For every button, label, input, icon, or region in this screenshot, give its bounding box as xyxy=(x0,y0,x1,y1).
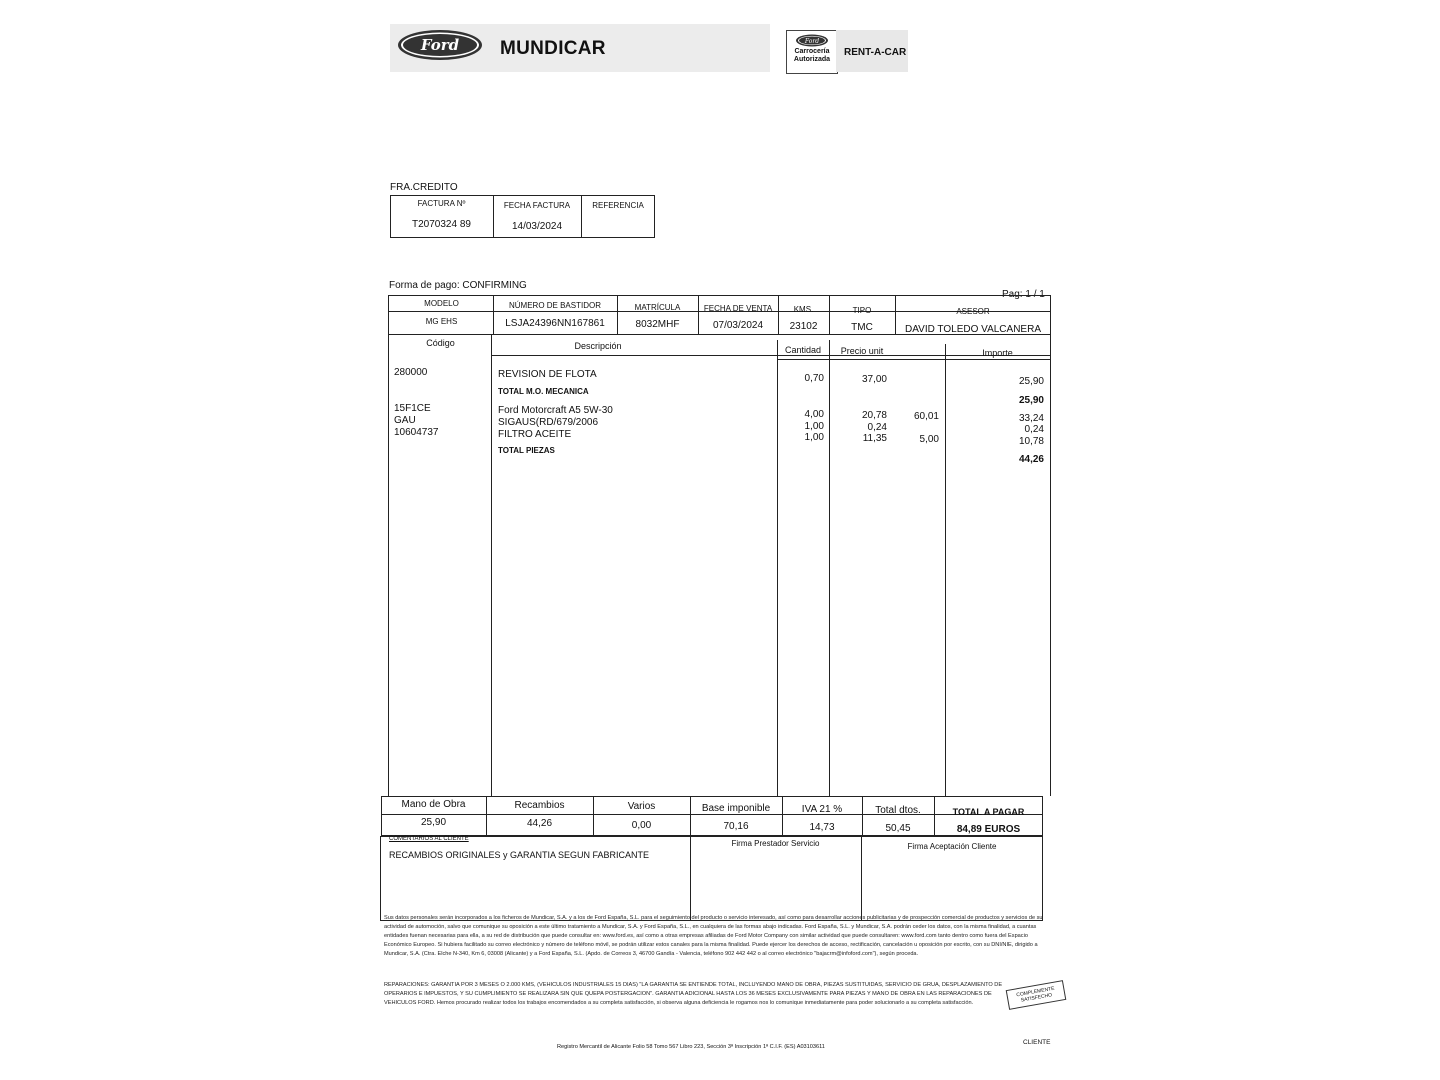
badge-line1: Carrocería xyxy=(794,48,830,55)
ford-logo-text: Ford xyxy=(420,36,460,54)
line-descripcion: SIGAUS(RD/679/2006 xyxy=(498,417,599,428)
line-descripcion: Ford Motorcraft A5 5W-30 xyxy=(498,405,613,416)
page-number: Pag: 1 / 1 xyxy=(1002,289,1045,300)
line-precio: 20,78 xyxy=(861,410,887,421)
registry-text: Registro Mercantil de Alicante Folio 58 Tomo 567 Libro 223, Sección 3ª Inscripción 1ª C.I.F. (ES) A03103611 xyxy=(557,1044,825,1050)
line-importe: 25,90 xyxy=(1018,376,1044,387)
totals-mano-obra: 25,90 xyxy=(420,817,447,828)
vehicle-header-bastidor: NÚMERO DE BASTIDOR xyxy=(508,301,601,310)
line-descripcion: FILTRO ACEITE xyxy=(498,429,572,440)
line-dto: 60,01 xyxy=(913,411,939,422)
line-total-importe: 44,26 xyxy=(1018,454,1044,465)
carroceria-badge xyxy=(786,30,838,74)
lines-header-precio: Precio unit xyxy=(840,346,884,356)
badge-line2: Autorizada xyxy=(793,56,831,63)
divider xyxy=(690,836,691,921)
line-cantidad: 0,70 xyxy=(804,373,824,384)
line-codigo: GAU xyxy=(394,415,416,426)
lines-header-codigo: Código xyxy=(426,338,455,348)
line-total-importe: 25,90 xyxy=(1018,395,1044,406)
line-importe: 10,78 xyxy=(1018,436,1044,447)
line-descripcion: REVISION DE FLOTA xyxy=(498,369,597,380)
copy-label: CLIENTE xyxy=(1023,1039,1051,1046)
totals-header-base: Base imponible xyxy=(701,803,771,814)
divider xyxy=(829,340,830,796)
vehicle-header-matricula: MATRÍCULA xyxy=(634,303,681,312)
divider xyxy=(777,340,778,796)
lines-header-cantidad: Cantidad xyxy=(784,345,822,355)
factura-value: T2070324 89 xyxy=(412,219,471,230)
privacy-text: Sus datos personales serán incorporados a los ficheros de Mundicar, S.A. y a los de Ford España, S.L. para el seguimiento del producto o servicio interesado, así como para desarrollar acciones publicitarias y de prospección comercial de productos y servicios de su actividad de automoción, salvo que comunique su oposición a este último tratamiento a Mundicar, S.A. y Ford España, S.L., en cualquiera de las formas abajo indicadas. Ford España, S.L. y Mundicar, S.A. podrán ceder los datos, con la misma finalidad, a cuantas entidades fuenan necesarias para ella, a su red de distribución que puede consultar en: www.ford.es, así como a otras empresas afiliadas de Ford Motor Company con similar actividad que puede consultaren: www.ford.com tanto dentro como fuera del Espacio Económico Europeo. Si hubiera facilitado su correo electrónico y número de teléfono móvil, se podrán utilizar estos canales para la misma finalidad. Puede ejercer los derechos de acceso, rectificación, cancelación u oposición por escrito, con su DNI/NIE, dirigido a Mundicar, S.A. (Ctra. Elche N-340, Km 6, 03008 (Alicante) y a Ford España, S.L. (Apdo. de Correos 3, 46700 Gandía - Valencia, teléfono 902 442 442 o al correo electrónico "bajacrm@infoford.com"), según proceda. xyxy=(384,915,1043,957)
warranty-text: REPARACIONES: GARANTIA POR 3 MESES O 2.000 KMS, (VEHICULOS INDUSTRIALES 15 DIAS) "LA GARANTIA SE ENTIENDE TOTAL, INCLUYENDO MANO DE OBRA, PIEZAS SUSTITUIDAS, SERVICIO DE GRUA, DESPLAZAMIENTO DE OPERARIOS E IMPUESTOS, Y SU CUMPLIMIENTO SE REALIZARA SIN QUE QUEPA POSTERGACION". GARANTIA ADICIONAL HASTA LOS 36 MESES EXCLUSIVAMENTE PARA PIEZAS Y MANO DE OBRA EN LAS REPARACIONES DE VEHICULOS FORD. Hemos procurado realizar todos los trabajos encomendados a su completa satisfacción, si observa alguna deficiencia le rogamos nos lo comunique inmediatamente para poder solucionarlo a su completa satisfacción. xyxy=(384,982,1003,1006)
totals-header-varios: Varios xyxy=(627,801,656,812)
lines-header-descripcion: Descripción xyxy=(574,341,622,351)
vehicle-fecha-venta: 07/03/2024 xyxy=(712,320,764,331)
firma-cliente: Firma Aceptación Cliente xyxy=(907,842,997,851)
firma-prestador: Firma Prestador Servicio xyxy=(731,839,820,848)
totals-header-iva: IVA 21 % xyxy=(801,804,843,815)
totals-varios: 0,00 xyxy=(631,820,652,831)
totals-total-pagar: 84,89 EUROS xyxy=(956,824,1021,835)
totals-header-recambios: Recambios xyxy=(514,800,565,811)
comments-text: RECAMBIOS ORIGINALES y GARANTIA SEGUN FABRICANTE xyxy=(389,850,650,860)
line-importe: 0,24 xyxy=(1024,424,1044,435)
satisfaction-stamp: COMPLEMENTE SATISFECHO xyxy=(1006,980,1067,1010)
vehicle-header-fecha-venta: FECHA DE VENTA xyxy=(703,304,773,313)
line-dto: 5,00 xyxy=(919,434,939,445)
vehicle-matricula: 8032MHF xyxy=(635,319,680,330)
line-precio: 37,00 xyxy=(861,374,887,385)
line-cantidad: 4,00 xyxy=(804,409,824,420)
vehicle-bastidor: LSJA24396NN167861 xyxy=(505,318,605,329)
line-codigo: 15F1CE xyxy=(394,403,431,414)
vehicle-asesor: DAVID TOLEDO VALCANERA xyxy=(905,324,1041,335)
divider xyxy=(491,335,492,796)
vehicle-modelo: MG EHS xyxy=(425,317,458,326)
line-codigo: 10604737 xyxy=(394,427,439,438)
line-total-label: TOTAL M.O. MECANICA xyxy=(498,387,589,396)
totals-base: 70,16 xyxy=(723,821,749,832)
vehicle-kms: 23102 xyxy=(789,321,818,332)
payment-value: CONFIRMING xyxy=(462,280,527,291)
fecha-factura-label: FECHA FACTURA xyxy=(503,201,571,210)
vehicle-header-kms: KMS. xyxy=(793,305,814,314)
ford-badge-text: Ford xyxy=(804,38,820,45)
divider xyxy=(945,344,946,796)
payment-label: Forma de pago: xyxy=(389,280,460,291)
line-importe: 33,24 xyxy=(1018,413,1044,424)
ford-logo xyxy=(397,29,483,61)
totals-header-total: TOTAL A PAGAR xyxy=(952,807,1025,817)
factura-label: FACTURA Nº xyxy=(417,199,466,208)
line-cantidad: 1,00 xyxy=(804,421,824,432)
line-precio: 0,24 xyxy=(867,422,887,433)
divider xyxy=(1050,335,1051,796)
totals-dtos: 50,45 xyxy=(885,823,911,834)
line-cantidad: 1,00 xyxy=(804,432,824,443)
line-codigo: 280000 xyxy=(394,367,428,378)
rent-a-car-label: RENT-A-CAR xyxy=(844,47,907,58)
divider xyxy=(388,335,389,796)
line-total-label: TOTAL PIEZAS xyxy=(498,446,555,455)
vehicle-header-asesor: ASESOR xyxy=(956,307,990,316)
ford-badge-icon xyxy=(795,34,829,47)
divider xyxy=(777,359,1050,360)
comments-label: COMENTARIOS AL CLIENTE xyxy=(389,836,469,842)
totals-header-mano-obra: Mano de Obra xyxy=(401,799,466,810)
totals-recambios: 44,26 xyxy=(526,818,553,829)
vehicle-header-tipo: TIPO xyxy=(852,306,872,315)
lines-header-importe: Importe xyxy=(982,348,1013,358)
line-precio: 11,35 xyxy=(862,433,887,444)
invoice-type: FRA.CREDITO xyxy=(390,182,458,193)
payment-method xyxy=(389,280,527,291)
totals-header-dtos: Total dtos. xyxy=(875,805,921,816)
totals-iva: 14,73 xyxy=(809,822,835,833)
referencia-label: REFERENCIA xyxy=(592,201,644,210)
vehicle-header-modelo: MODELO xyxy=(424,299,459,308)
brand-name: MUNDICAR xyxy=(500,38,606,59)
vehicle-tipo: TMC xyxy=(851,322,873,333)
fecha-factura-value: 14/03/2024 xyxy=(511,221,563,232)
